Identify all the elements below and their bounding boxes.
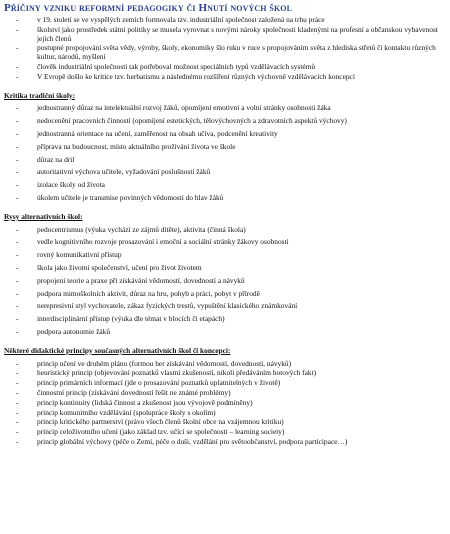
section-heading-principles: Některé didaktické principy současných alternativních škol či koncepcí: <box>4 345 231 355</box>
page-title: Příčiny vzniku reformní pedagogiky či Hnutí nových škol <box>4 2 293 14</box>
list-item: - V Evropě došlo ke kritice tzv. herbatismu a následnému rozšíření různých výchovně vzdělávacích koncepcí <box>4 73 444 82</box>
list-item: - důraz na dril <box>4 156 444 165</box>
list-item: - rovný komunikativní přístup <box>4 251 444 260</box>
list-item: - princip kritického partnerství (právo všech členů školní obce na vzájemnou kritiku) <box>4 418 444 427</box>
intro-list <box>4 16 444 82</box>
list-item: - izolace školy od života <box>4 181 444 190</box>
list-item: - příprava na budoucnost, místo aktuálního prožívání života ve škole <box>4 143 444 152</box>
list-item: - podpora mimoškolních aktivit, důraz na hru, pohyb a práci, pobyt v přírodě <box>4 290 444 299</box>
list-item: - autoritativní výchova učitele, vyžadování poslušnosti žáků <box>4 168 444 177</box>
list-item: - nedocenění pracovních činností (opomíjení estetických, tělovýchovných a zdravotních aspektů výchovy) <box>4 117 444 126</box>
critique-list <box>4 104 444 202</box>
list-item: - v 19. století se ve vyspělých zemích formovala tzv. industriální společnost založená na trhu práce <box>4 16 444 25</box>
section-heading-critique: Kritika tradiční školy: <box>4 90 76 100</box>
list-item: - nerepresivní styl vychovatele, zákaz fyzických trestů, vypuštění klasického známkování <box>4 302 444 311</box>
list-item: - jednostranný důraz na intelektuální rozvoj žáků, opomíjení emotivní a volní stránky osobnosti žáka <box>4 104 444 113</box>
list-item: - interdisciplinární přístup (výuka dle témat v blocích či etapách) <box>4 315 444 324</box>
list-item: - podpora autonomie žáků <box>4 328 444 337</box>
list-item: - škola jako životní společenství, učení pro život životem <box>4 264 444 273</box>
list-item: - jednostranná orientace na učení, zaměřenost na obsah učiva, podcenění kreativity <box>4 130 444 139</box>
list-item: - princip celoživotního učení (jako základ tzv. učící se společnosti – learning society) <box>4 428 444 437</box>
list-item: - princip primárních informací (jde o prosazování poznatků uplatnitelných v životě) <box>4 379 444 388</box>
list-item: - vedle kognitivního rozvoje prosazování i emoční a sociální stránky žákovy osobnosti <box>4 238 444 247</box>
principles-list <box>4 360 444 447</box>
list-item: - princip kontinuity (lidská činnost a zkušenost jsou vývojově podmíněny) <box>4 399 444 408</box>
list-item: - heuristický princip (objevování poznatků vlastní zkušeností, nikoli předáváním hotových fakt) <box>4 369 444 378</box>
list-item: - úkolem učitele je transmise povinných vědomostí do hlav žáků <box>4 194 444 203</box>
alternative-list <box>4 226 444 337</box>
list-item: - člověk industriální společnosti tak potřeboval možnost speciálních typů vzdělávacích systémů <box>4 63 444 72</box>
list-item: - princip komunitního vzdělávání (spolupráce školy s okolím) <box>4 409 444 418</box>
list-item: - propojení teorie a praxe při získávání vědomostí, dovedností a návyků <box>4 277 444 286</box>
list-item: - školství jako prostředek státní politiky se musela vyrovnat s novými nároky společnosti kladenými na profesní a občanskou vybavenost jejích členů <box>4 26 444 44</box>
list-item: - postupné propojování světa vědy, výroby, školy, ekonomiky šlo ruku v ruce s propojováním světa z hlediska střetů či kontaktu různých kultur, národů, myšlení <box>4 44 444 62</box>
list-item: - činnostní princip (získávání dovedností řešit ne známé problémy) <box>4 389 444 398</box>
list-item: - princip globální výchovy (péče o Zemi, péče o duši, vzdělání pro světoobčanství, podpora participace…) <box>4 438 444 447</box>
section-heading-alternative: Rysy alternativních škol: <box>4 211 83 221</box>
list-item: - pedocentrismus (výuka vychází ze zájmů dítěte), aktivita (činná škola) <box>4 226 444 235</box>
list-item: - princip učení ve druhém plánu (formou her získávání vědomostí, dovedností, návyků) <box>4 360 444 369</box>
